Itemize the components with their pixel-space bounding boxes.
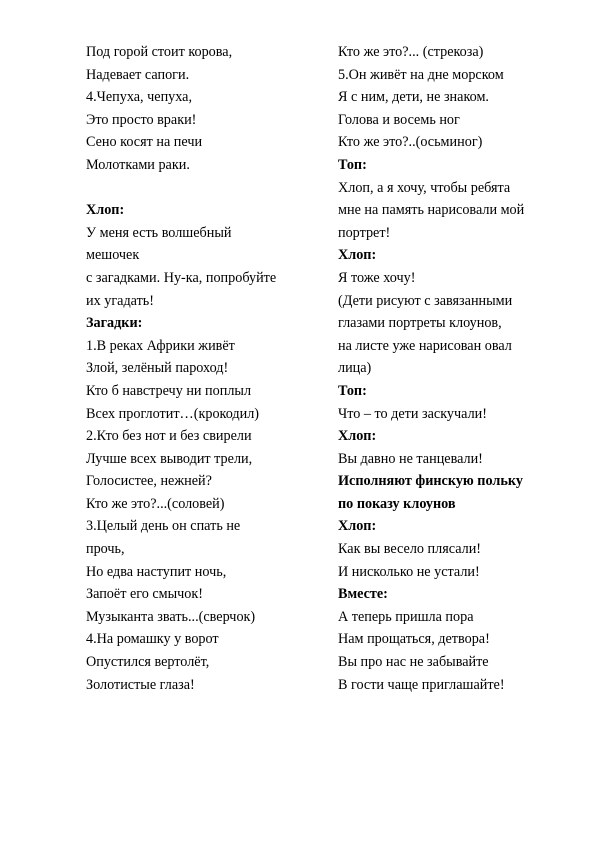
text-line: Хлоп, а я хочу, чтобы ребята	[338, 179, 511, 196]
left-column	[86, 41, 306, 696]
text-line: портрет!	[338, 224, 391, 241]
text-line: Музыканта звать...(сверчок)	[86, 608, 256, 625]
speaker-heading: Вместе:	[338, 586, 388, 603]
text-line: мешочек	[86, 247, 140, 264]
speaker-heading: Хлоп:	[338, 247, 377, 264]
speaker-heading: Топ:	[338, 156, 367, 173]
text-line: (Дети рисуют с завязанными	[338, 292, 513, 309]
speaker-heading: Топ:	[338, 382, 367, 399]
text-line: У меня есть волшебный	[86, 224, 232, 241]
text-line: 1.В реках Африки живёт	[86, 337, 235, 354]
text-line: мне на память нарисовали мой	[338, 202, 525, 219]
text-line: Вы про нас не забывайте	[338, 654, 489, 671]
text-line	[86, 177, 306, 200]
text-line: Сено косят на печи	[86, 134, 203, 151]
text-line: Запоёт его смычок!	[86, 586, 204, 603]
text-line: Я тоже хочу!	[338, 269, 416, 286]
speaker-heading: Загадки:	[86, 315, 143, 332]
text-line: Золотистые глаза!	[86, 676, 195, 693]
text-line: Голова и восемь ног	[338, 111, 460, 128]
text-line: лица)	[338, 360, 372, 377]
text-line: В гости чаще приглашайте!	[338, 676, 505, 693]
text-line: Надевает сапоги.	[86, 66, 190, 83]
speaker-heading: по показу клоунов	[338, 495, 456, 512]
right-column	[338, 41, 553, 696]
text-line: Под горой стоит корова,	[86, 44, 233, 60]
text-line: Злой, зелёный пароход!	[86, 360, 229, 377]
text-line: Что – то дети заскучали!	[338, 405, 487, 422]
text-line: Молотками раки.	[86, 156, 190, 173]
text-line: 4.На ромашку у ворот	[86, 631, 219, 648]
text-line: Это просто враки!	[86, 111, 197, 128]
speaker-heading: Исполняют финскую польку	[338, 473, 523, 490]
text-line: Кто же это?...(соловей)	[86, 495, 225, 512]
text-line: 4.Чепуха, чепуха,	[86, 89, 193, 106]
text-line: 3.Целый день он спать не	[86, 518, 241, 535]
text-line: Голосистее, нежней?	[86, 473, 212, 490]
text-line: Нам прощаться, детвора!	[338, 631, 490, 648]
text-line: 2.Кто без нот и без свирели	[86, 428, 252, 445]
text-line: Кто же это?..(осьминог)	[338, 134, 483, 151]
text-line: глазами портреты клоунов,	[338, 315, 502, 332]
text-line: Кто же это?... (стрекоза)	[338, 44, 484, 60]
speaker-heading: Хлоп:	[338, 518, 377, 535]
text-line: Я с ним, дети, не знаком.	[338, 89, 489, 106]
text-line: Опустился вертолёт,	[86, 654, 210, 671]
text-line: прочь,	[86, 541, 125, 558]
speaker-heading: Хлоп:	[86, 202, 125, 219]
text-line: 5.Он живёт на дне морском	[338, 66, 504, 83]
text-line: Вы давно не танцевали!	[338, 450, 483, 467]
text-line: на листе уже нарисован овал	[338, 337, 512, 354]
text-line: Как вы весело плясали!	[338, 541, 482, 558]
text-line: А теперь пришла пора	[338, 608, 474, 625]
speaker-heading: Хлоп:	[338, 428, 377, 445]
text-line: Кто б навстречу ни поплыл	[86, 382, 252, 399]
text-line: Всех проглотит…(крокодил)	[86, 405, 260, 422]
text-line: Но едва наступит ночь,	[86, 563, 227, 580]
text-line: Лучше всех выводит трели,	[86, 450, 253, 467]
text-line: с загадками. Ну-ка, попробуйте	[86, 269, 277, 286]
text-line: И нисколько не устали!	[338, 563, 480, 580]
text-line: их угадать!	[86, 292, 154, 309]
